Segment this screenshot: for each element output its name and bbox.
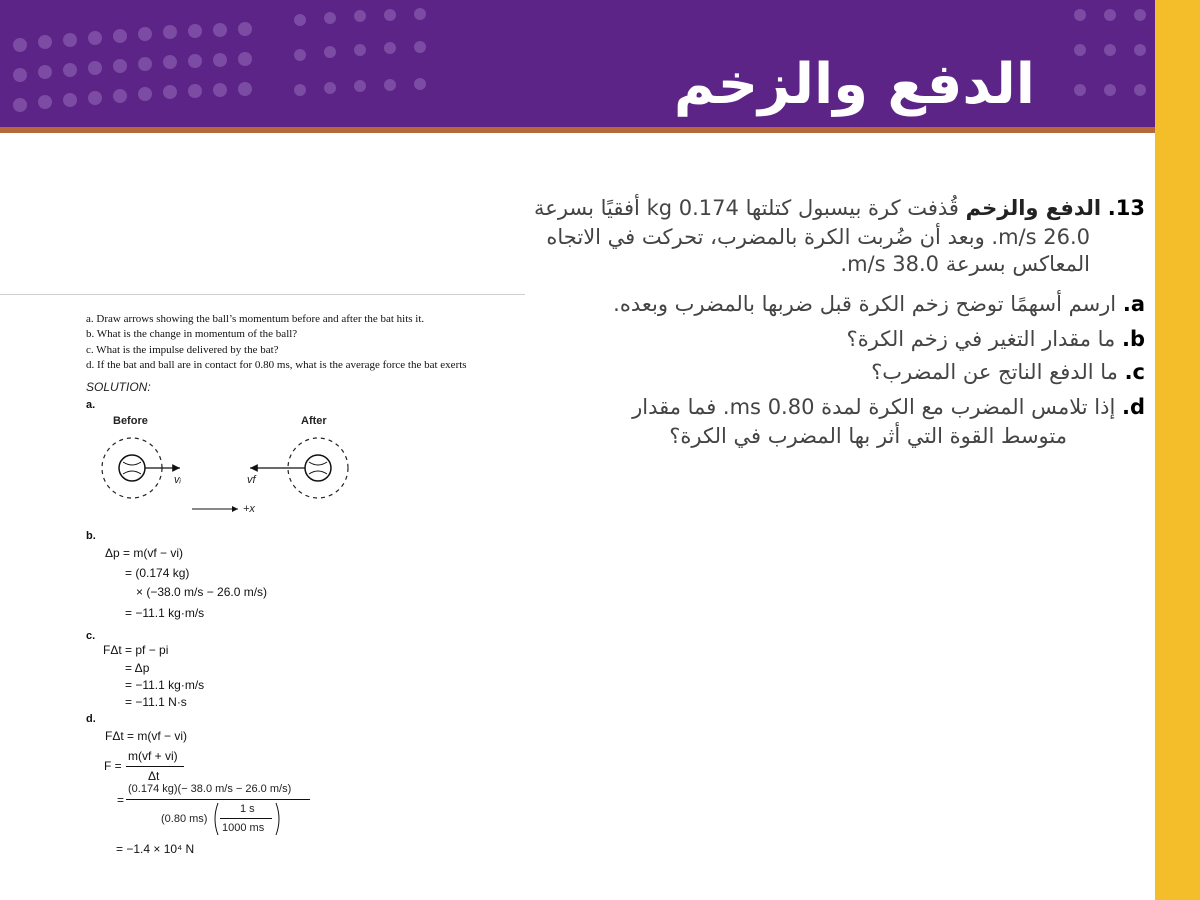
c-line-2: = Δp [125, 661, 150, 675]
solution-part-c-label: c. [86, 630, 96, 642]
d-result: = −1.4 × 10⁴ N [116, 842, 195, 856]
c-line-1: FΔt = pf − pi [103, 643, 169, 657]
solution-part-b-label: b. [86, 530, 96, 542]
question-line-2: 26.0 m/s. وبعد أن ضُربت الكرة بالمضرب، تحركت في الاتجاه [546, 225, 1090, 249]
vf-label: vf [247, 474, 256, 486]
chapter-title: الدفع والزخم [673, 52, 1035, 117]
d-conv-numerator: 1 s [240, 803, 255, 815]
question-part-b: b. ما مقدار التغير في زخم الكرة؟ [846, 327, 1145, 351]
solution-heading: SOLUTION: [86, 380, 151, 394]
english-question-b: b. What is the change in momentum of the ball? [86, 328, 298, 340]
b-line-1: Δp = m(vf − vi) [105, 546, 184, 560]
d-conv-denominator: 1000 ms [222, 822, 265, 834]
ball-before-icon [119, 455, 145, 481]
english-question-d: d. If the bat and ball are in contact for 0.80 ms, what is the average force the bat exerts [86, 359, 467, 371]
solution-part-d-label: d. [86, 713, 96, 725]
c-line-4: = −11.1 N·s [125, 695, 187, 709]
d-fraction-bar [126, 766, 184, 767]
vi-label: vᵢ [174, 474, 181, 486]
banner-stripe [0, 127, 1155, 133]
question-part-d: d. إذا تلامس المضرب مع الكرة لمدة 0.80 ms. فما مقدار [632, 395, 1145, 419]
b-line-4: = −11.1 kg·m/s [125, 606, 205, 620]
question-part-d-line-2: متوسط القوة التي أثر بها المضرب في الكرة؟ [669, 424, 1067, 448]
ball-after-icon [305, 455, 331, 481]
b-line-3: × (−38.0 m/s − 26.0 m/s) [136, 585, 268, 599]
d-denominator: Δt [148, 769, 160, 783]
question-text-1: قُذفت كرة بيسبول كتلتها 0.174 kg أفقيًا بسرعة [534, 196, 959, 220]
after-label: After [301, 415, 327, 427]
d-f-equals: F = [104, 759, 122, 773]
d-fraction-bar-2 [126, 799, 310, 800]
question-keyword: الدفع والزخم [965, 196, 1102, 220]
question-part-a: a. ارسم أسهمًا توضح زخم الكرة قبل ضربها بالمضرب وبعده. [613, 292, 1145, 316]
english-question-c: c. What is the impulse delivered by the bat? [86, 344, 279, 356]
d-numerator-2: (0.174 kg)(− 38.0 m/s − 26.0 m/s) [128, 783, 292, 795]
solution-part-a-label: a. [86, 399, 96, 411]
b-line-2: = (0.174 kg) [125, 566, 190, 580]
paren-icon [212, 801, 282, 837]
side-bar [1155, 0, 1200, 900]
english-question-a: a. Draw arrows showing the ball’s momentum before and after the bat hits it. [86, 313, 425, 325]
axis-label: +x [243, 503, 255, 515]
momentum-diagram [90, 432, 390, 532]
divider [0, 294, 525, 295]
header-banner [0, 0, 1155, 133]
question-number: 13. [1107, 196, 1145, 220]
d-line-1: FΔt = m(vf − vi) [105, 729, 188, 743]
before-label: Before [113, 415, 148, 427]
question-line-3: المعاكس بسرعة 38.0 m/s. [840, 252, 1090, 276]
question-line-1 [534, 196, 1145, 220]
d-equals: = [117, 793, 125, 807]
d-denominator-2: (0.80 ms) [161, 813, 208, 825]
d-numerator: m(vf + vi) [128, 749, 178, 763]
c-line-3: = −11.1 kg·m/s [125, 678, 205, 692]
question-part-c: c. ما الدفع الناتج عن المضرب؟ [871, 360, 1145, 384]
